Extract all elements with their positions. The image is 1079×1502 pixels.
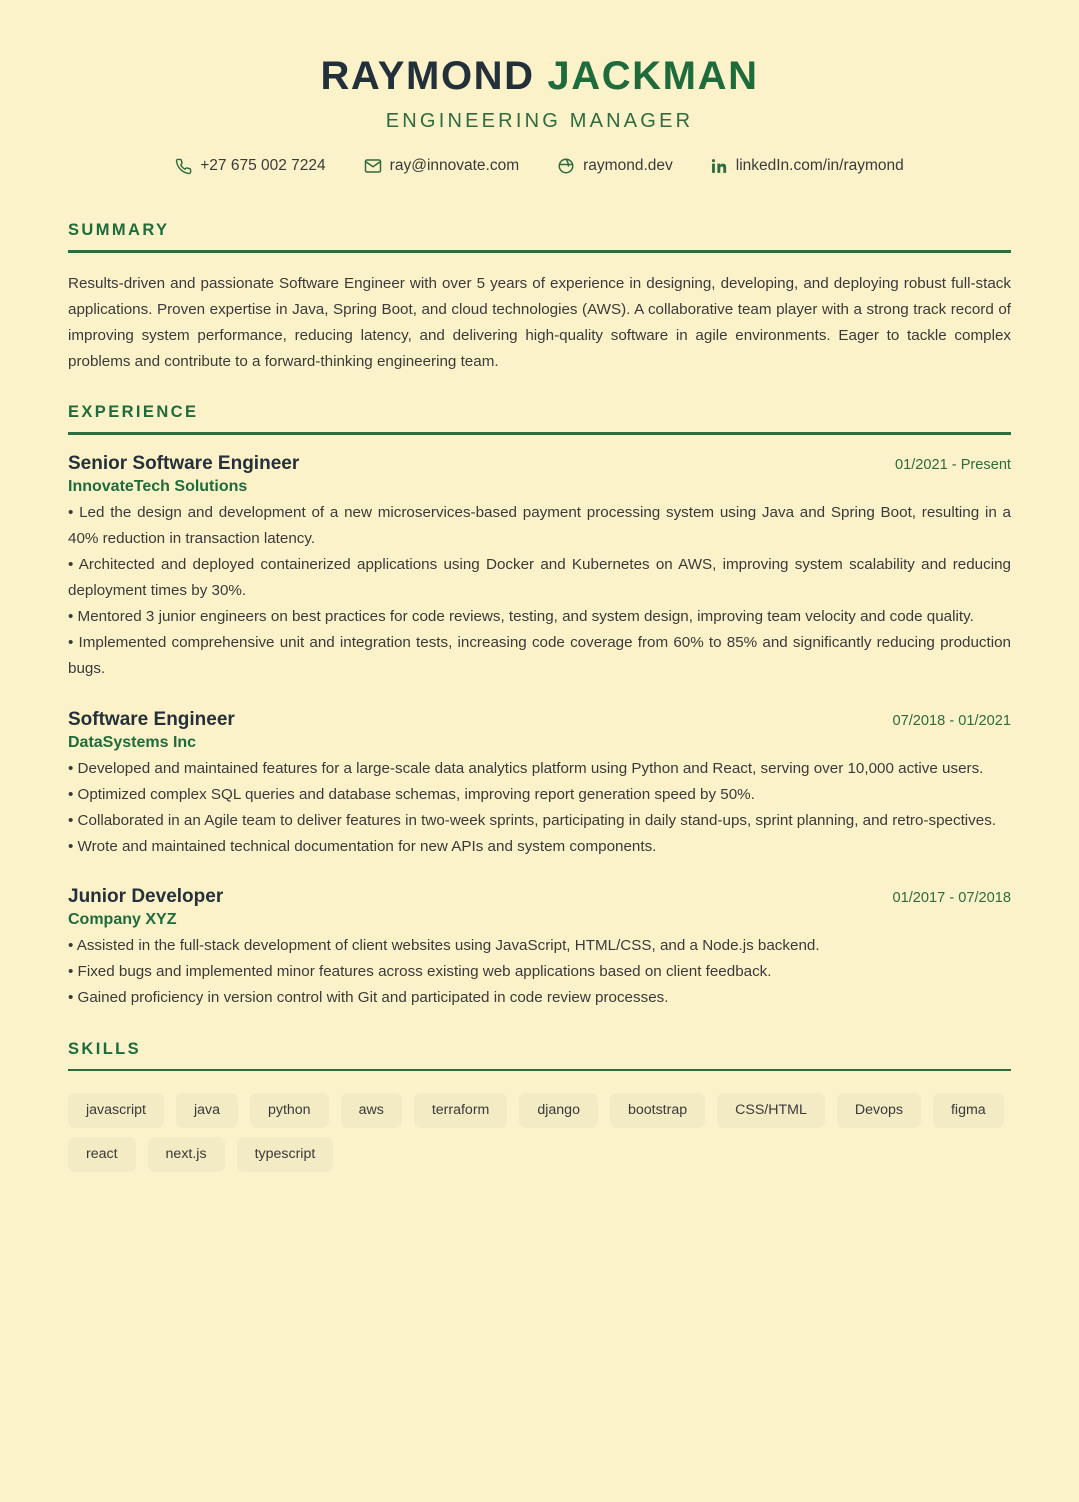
section-rule-skills xyxy=(68,1069,1011,1072)
phone-icon xyxy=(175,158,192,175)
experience-company: Company XYZ xyxy=(68,911,177,929)
experience-bullet: • Implemented comprehensive unit and integration tests, increasing code coverage from 60% to 85% and significantly reducing production bugs. xyxy=(68,634,1011,678)
experience-entry xyxy=(68,453,1011,683)
experience-entry xyxy=(68,709,1011,861)
experience-bullet: • Wrote and maintained technical documentation for new APIs and system components. xyxy=(68,837,657,855)
experience-dates: 07/2018 - 01/2021 xyxy=(892,712,1011,729)
contact-row xyxy=(0,157,1079,175)
candidate-first-name: RAYMOND xyxy=(320,54,535,98)
candidate-job-title: ENGINEERING MANAGER xyxy=(385,110,694,132)
section-summary xyxy=(68,221,1011,375)
summary-text: Results-driven and passionate Software Engineer with over 5 years of experience in designing, developing, and deploying robust full-stack applications. Proven expertise in Java, Spring Boot, and cloud technologies (AWS). A collaborative team player with a strong track record of improving system performance, reducing latency, and delivering high-quality software in agile environments. Eager to tackle complex problems and contribute to a forward-thinking engineering team. xyxy=(68,274,1011,370)
contact-phone-value: +27 675 002 7224 xyxy=(200,157,326,174)
skill-chip: aws xyxy=(341,1093,402,1128)
skill-chip: terraform xyxy=(414,1093,508,1128)
experience-bullets xyxy=(68,933,1011,1011)
resume-header xyxy=(0,0,1079,175)
globe-icon xyxy=(557,157,575,175)
experience-entry xyxy=(68,886,1011,1011)
contact-website[interactable] xyxy=(557,157,673,175)
section-title-experience: EXPERIENCE xyxy=(68,403,199,422)
contact-linkedin-value: linkedIn.com/in/raymond xyxy=(735,157,904,174)
section-title-skills: SKILLS xyxy=(68,1039,142,1058)
experience-bullet: • Fixed bugs and implemented minor features across existing web applications based on client feedback. xyxy=(68,963,772,981)
contact-phone[interactable] xyxy=(175,157,325,175)
experience-bullet: • Architected and deployed containerized applications using Docker and Kubernetes on AWS, improving system scalability and reducing deployment times by 30%. xyxy=(68,555,1011,599)
experience-company: InnovateTech Solutions xyxy=(68,477,248,495)
contact-linkedin[interactable] xyxy=(711,157,904,175)
candidate-name xyxy=(0,54,1079,98)
contact-email[interactable] xyxy=(364,157,519,175)
skill-chip: django xyxy=(519,1093,598,1128)
skill-chip: javascript xyxy=(68,1093,164,1128)
section-title-summary: SUMMARY xyxy=(68,221,170,239)
skills-list xyxy=(68,1089,1011,1172)
skill-chip: bootstrap xyxy=(610,1093,705,1128)
section-rule-experience xyxy=(68,432,1011,435)
skill-chip: java xyxy=(176,1093,238,1128)
skill-chip: react xyxy=(68,1137,136,1172)
experience-dates: 01/2017 - 07/2018 xyxy=(892,890,1011,907)
experience-entry-head xyxy=(68,453,1011,475)
experience-bullet: • Optimized complex SQL queries and database schemas, improving report generation speed by 50%. xyxy=(68,785,755,803)
skill-chip: CSS/HTML xyxy=(717,1093,825,1128)
skill-chip: figma xyxy=(933,1093,1004,1128)
experience-bullet: • Collaborated in an Agile team to deliver features in two-week sprints, participating in daily stand-ups, sprint planning, and retro-spectives. xyxy=(68,811,997,829)
experience-entry-head xyxy=(68,709,1011,731)
skill-chip: Devops xyxy=(837,1093,921,1128)
candidate-last-name: JACKMAN xyxy=(547,54,759,98)
section-rule-summary xyxy=(68,250,1011,253)
experience-role: Senior Software Engineer xyxy=(68,452,300,474)
skill-chip: python xyxy=(250,1093,329,1128)
linkedin-icon xyxy=(711,158,728,175)
experience-dates: 01/2021 - Present xyxy=(894,456,1011,473)
resume-content xyxy=(0,221,1079,1172)
experience-bullets xyxy=(68,500,1011,683)
envelope-icon xyxy=(364,157,382,175)
section-skills xyxy=(68,1040,1011,1173)
section-experience xyxy=(68,403,1011,1011)
experience-role: Software Engineer xyxy=(68,708,235,730)
skill-chip: typescript xyxy=(237,1137,334,1172)
contact-email-value: ray@innovate.com xyxy=(389,157,520,174)
experience-bullet: • Led the design and development of a new microservices-based payment processing system using Java and Spring Boot, resulting in a 40% reduction in transaction latency. xyxy=(68,503,1011,547)
experience-company: DataSystems Inc xyxy=(68,733,197,751)
experience-role: Junior Developer xyxy=(68,886,224,908)
experience-bullet: • Assisted in the full-stack development of client websites using JavaScript, HTML/CSS, and a Node.js backend. xyxy=(68,937,820,955)
spacer xyxy=(68,375,1011,403)
contact-website-value: raymond.dev xyxy=(583,157,673,174)
spacer xyxy=(68,1012,1011,1040)
experience-bullet: • Developed and maintained features for a large-scale data analytics platform using Python and React, serving over 10,000 active users. xyxy=(68,759,984,777)
experience-bullets xyxy=(68,756,1011,861)
experience-entry-head xyxy=(68,886,1011,908)
skill-chip: next.js xyxy=(148,1137,225,1172)
experience-bullet: • Gained proficiency in version control with Git and participated in code review processes. xyxy=(68,989,669,1007)
experience-bullet: • Mentored 3 junior engineers on best practices for code reviews, testing, and system design, improving team velocity and code quality. xyxy=(68,608,974,626)
